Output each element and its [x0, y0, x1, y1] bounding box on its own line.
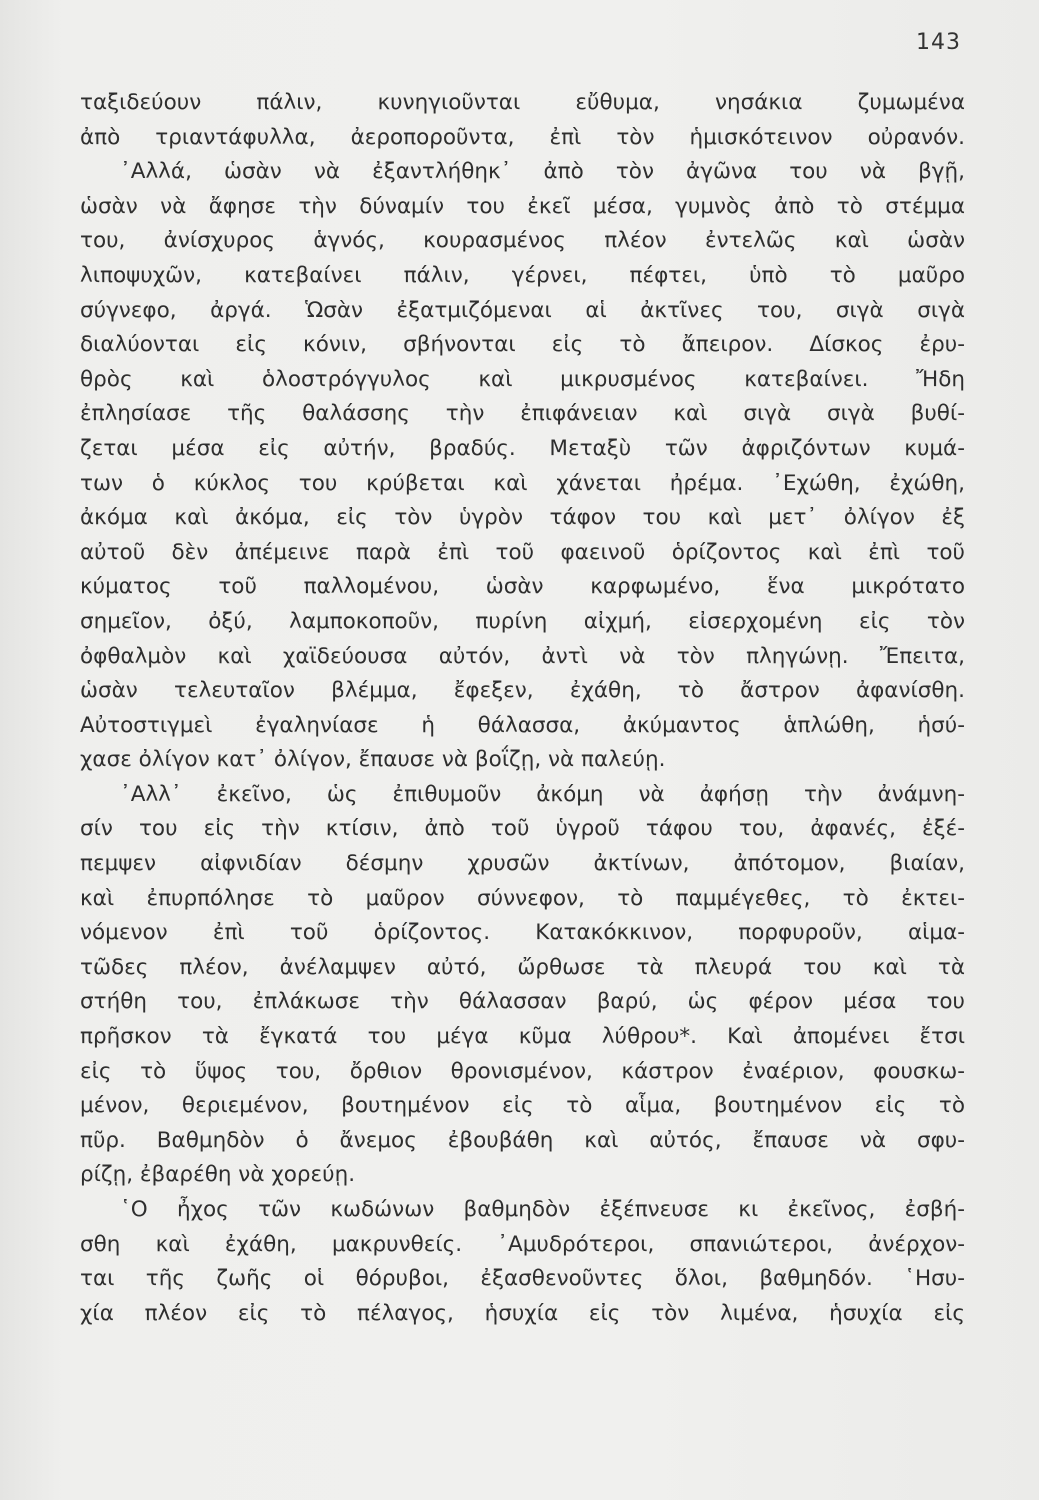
body-text [80, 86, 965, 1331]
text-line: ὡσὰν νὰ ἄφησε τὴν δύναμίν του ἐκεῖ μέσα, γυμνὸς ἀπὸ τὸ στέμμα [80, 193, 965, 219]
text-line: λιποψυχῶν, κατεβαίνει πάλιν, γέρνει, πέφτει, ὑπὸ τὸ μαῦρο [80, 262, 965, 288]
text-line: διαλύονται εἰς κόνιν, σβήνονται εἰς τὸ ἄπειρον. Δίσκος ἐρυ- [80, 332, 965, 358]
text-line: εἰς τὸ ὕψος του, ὄρθιον θρονισμένον, κάστρον ἐναέριον, φουσκω- [80, 1058, 965, 1084]
text-line: πρῆσκον τὰ ἔγκατά του μέγα κῦμα λύθρου*. Καὶ ἀπομένει ἔτσι [80, 1024, 965, 1050]
text-line: ρίζῃ, ἐβαρέθη νὰ χορεύῃ. [80, 1162, 356, 1188]
page-number: 143 [916, 30, 961, 55]
text-line: τῶδες πλέον, ἀνέλαμψεν αὐτό, ὤρθωσε τὰ πλευρά του καὶ τὰ [80, 954, 965, 980]
text-line: καὶ ἐπυρπόλησε τὸ μαῦρον σύννεφον, τὸ παμμέγεθες, τὸ ἐκτει- [80, 885, 965, 911]
text-line: ᾿Αλλ᾿ ἐκεῖνο, ὡς ἐπιθυμοῦν ἀκόμη νὰ ἀφήσῃ τὴν ἀνάμνη- [120, 781, 965, 807]
text-line: ὀφθαλμὸν καὶ χαϊδεύουσα αὐτόν, ἀντὶ νὰ τὸν πληγώνῃ. Ἔπειτα, [80, 643, 965, 669]
text-line: θρὸς καὶ ὁλοστρόγγυλος καὶ μικρυσμένος κατεβαίνει. Ἤδη [80, 366, 965, 392]
text-line: πῦρ. Βαθμηδὸν ὁ ἄνεμος ἐβουβάθη καὶ αὐτός, ἔπαυσε νὰ σφυ- [80, 1127, 965, 1153]
text-line: αὐτοῦ δὲν ἀπέμεινε παρὰ ἐπὶ τοῦ φαεινοῦ ὁρίζοντος καὶ ἐπὶ τοῦ [80, 539, 965, 565]
text-line: σίν του εἰς τὴν κτίσιν, ἀπὸ τοῦ ὑγροῦ τάφου του, ἀφανές, ἐξέ- [80, 816, 965, 842]
text-line: του, ἀνίσχυρος ἁγνός, κουρασμένος πλέον ἐντελῶς καὶ ὡσὰν [80, 228, 965, 254]
text-line: στήθη του, ἐπλάκωσε τὴν θάλασσαν βαρύ, ὡς φέρον μέσα του [80, 989, 965, 1015]
text-line: ταξιδεύουν πάλιν, κυνηγιοῦνται εὔθυμα, νησάκια ζυμωμένα [80, 90, 965, 115]
text-line: των ὁ κύκλος του κρύβεται καὶ χάνεται ἠρέμα. ᾿Εχώθη, ἐχώθη, [80, 470, 965, 496]
text-line: ῾Ο ἦχος τῶν κωδώνων βαθμηδὸν ἐξέπνευσε κι ἐκεῖνος, ἐσβή- [120, 1197, 965, 1222]
text-line: ἀκόμα καὶ ἀκόμα, εἰς τὸν ὑγρὸν τάφον του καὶ μετ᾿ ὀλίγον ἐξ [80, 505, 965, 531]
text-line: ται τῆς ζωῆς οἱ θόρυβοι, ἐξασθενοῦντες ὅλοι, βαθμηδόν. ῾Ησυ- [80, 1266, 965, 1292]
text-line: σθη καὶ ἐχάθη, μακρυνθείς. ᾿Αμυδρότεροι, σπανιώτεροι, ἀνέρχον- [80, 1231, 965, 1257]
text-line: κύματος τοῦ παλλομένου, ὡσὰν καρφωμένο, ἕνα μικρότατο [80, 574, 965, 600]
text-line: ὡσὰν τελευταῖον βλέμμα, ἔφεξεν, ἐχάθη, τὸ ἄστρον ἀφανίσθη. [80, 678, 965, 704]
text-line: χία πλέον εἰς τὸ πέλαγος, ἡσυχία εἰς τὸν λιμένα, ἡσυχία εἰς [80, 1300, 965, 1326]
text-line: ἀπὸ τριαντάφυλλα, ἀεροποροῦντα, ἐπὶ τὸν ἡμισκότεινον οὐρανόν. [80, 124, 965, 150]
text-line: σημεῖον, ὀξύ, λαμποκοποῦν, πυρίνη αἰχμή, εἰσερχομένη εἰς τὸν [80, 608, 965, 634]
text-line: νόμενον ἐπὶ τοῦ ὁρίζοντος. Κατακόκκινον, πορφυροῦν, αἱμα- [80, 920, 965, 946]
text-line: σύγνεφο, ἀργά. Ὡσὰν ἐξατμιζόμεναι αἱ ἀκτῖνες του, σιγὰ σιγὰ [80, 297, 965, 323]
text-line: χασε ὀλίγον κατ᾿ ὀλίγον, ἔπαυσε νὰ βοΐζῃ, νὰ παλεύῃ. [80, 747, 666, 773]
text-line: ᾿Αλλά, ὡσὰν νὰ ἐξαντλήθηκ᾿ ἀπὸ τὸν ἀγῶνα του νὰ βγῇ, [120, 159, 965, 185]
text-line: πεμψεν αἰφνιδίαν δέσμην χρυσῶν ἀκτίνων, ἀπότομον, βιαίαν, [80, 851, 965, 877]
text-line: ζεται μέσα εἰς αὐτήν, βραδύς. Μεταξὺ τῶν ἀφριζόντων κυμά- [80, 435, 965, 461]
text-line: Αὐτοστιγμεὶ ἐγαληνίασε ἡ θάλασσα, ἀκύμαντος ἁπλώθη, ἡσύ- [80, 712, 965, 738]
text-line: μένον, θεριεμένον, βουτημένον εἰς τὸ αἷμα, βουτημένον εἰς τὸ [80, 1093, 965, 1119]
text-line: ἐπλησίασε τῆς θαλάσσης τὴν ἐπιφάνειαν καὶ σιγὰ σιγὰ βυθί- [80, 401, 965, 427]
